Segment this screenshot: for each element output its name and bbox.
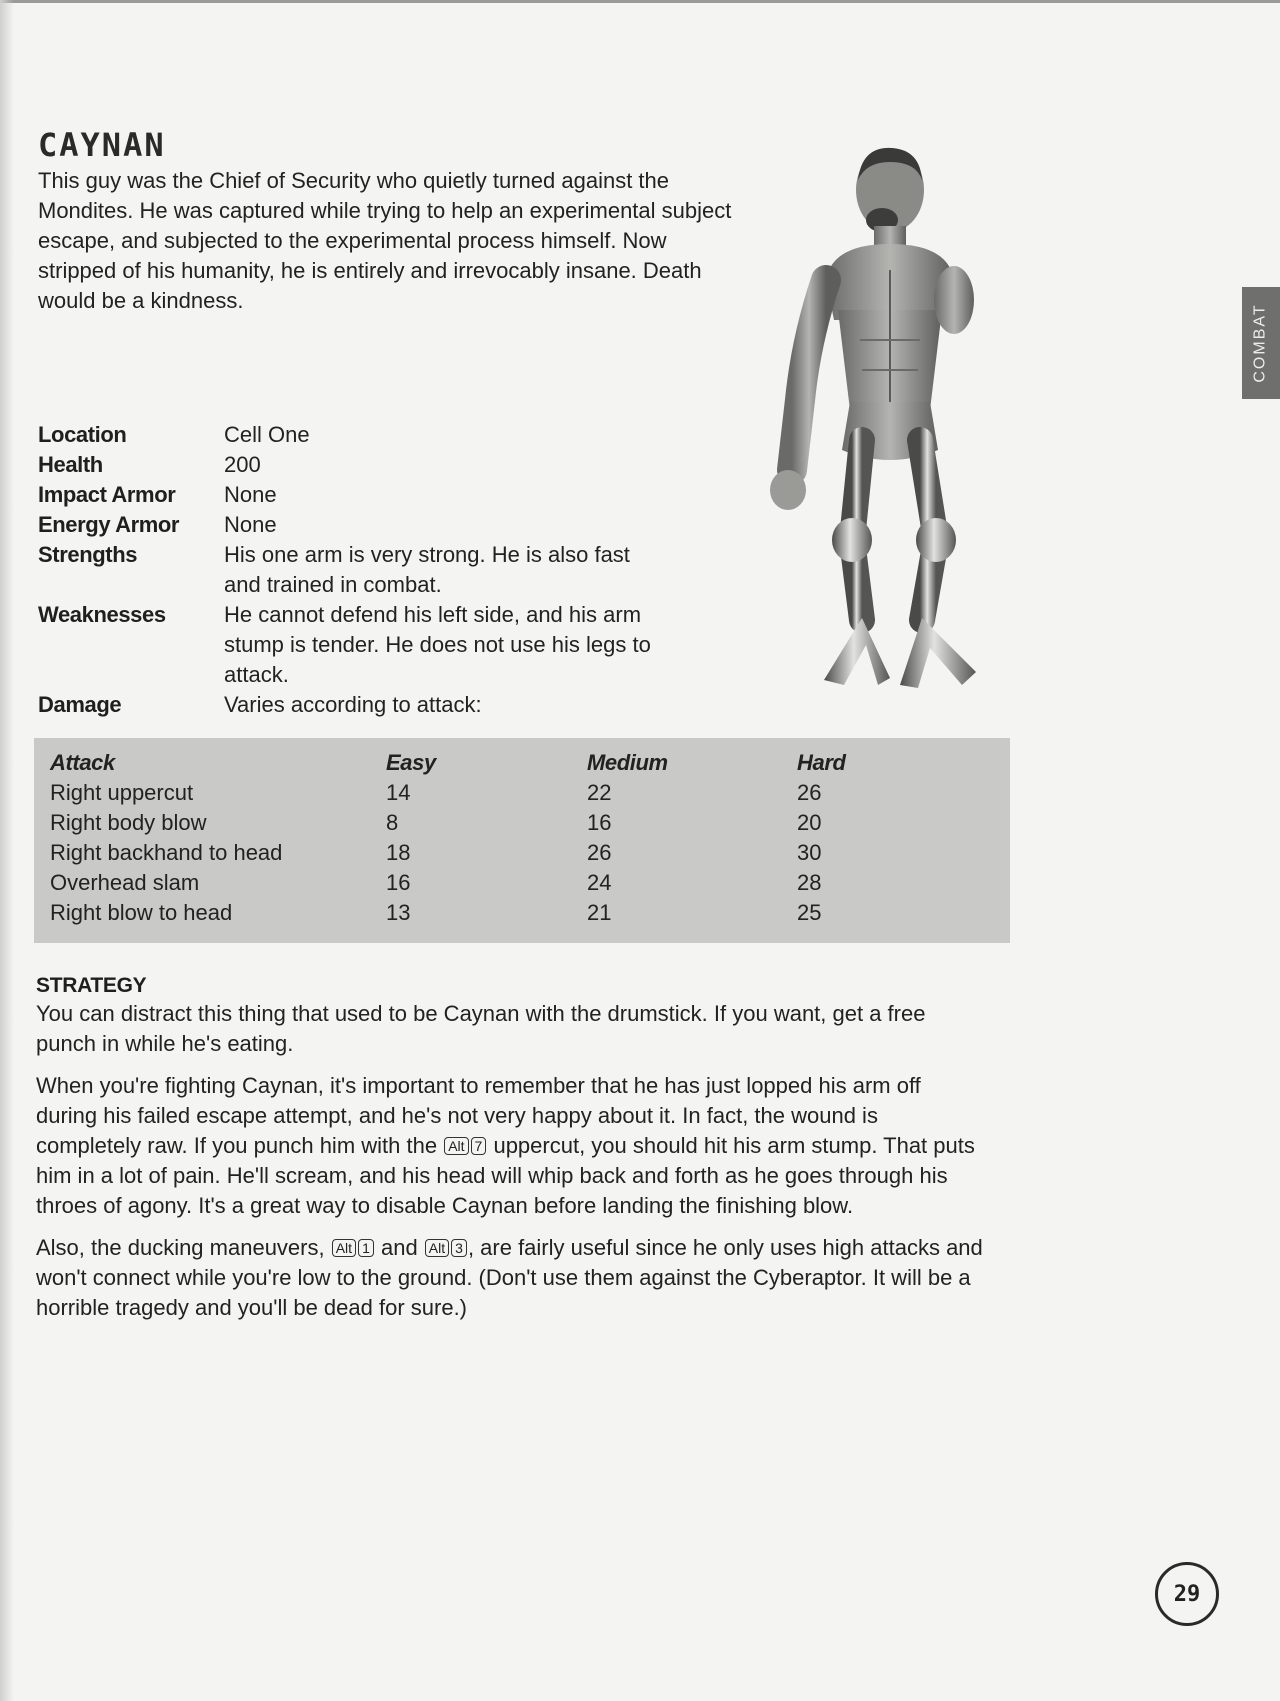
stat-label: Impact Armor bbox=[38, 482, 176, 507]
column-header: Easy bbox=[386, 750, 436, 775]
table-cell: 21 bbox=[587, 900, 612, 925]
table-cell: 28 bbox=[797, 870, 822, 895]
stat-label: Location bbox=[38, 422, 127, 447]
alt-key-icon: Alt bbox=[444, 1137, 468, 1155]
table-cell: 22 bbox=[587, 780, 612, 805]
table-cell: 18 bbox=[386, 840, 411, 865]
column-header: Attack bbox=[50, 750, 115, 775]
table-cell: Right body blow bbox=[50, 810, 207, 835]
table-cell: 16 bbox=[386, 870, 411, 895]
table-cell: Overhead slam bbox=[50, 870, 200, 895]
table-row bbox=[50, 838, 957, 868]
stat-row-impact-armor bbox=[38, 480, 678, 510]
stat-row-strengths bbox=[38, 540, 678, 600]
alt-key-icon: Alt bbox=[425, 1239, 449, 1257]
intro-paragraph: This guy was the Chief of Security who quietly turned against the Mondites. He was captured while trying to help an experimental subject escape, and subjected to the experimental process himself. Now stripped of his humanity, he is entirely and irrevocably insane. Death would be a kindness. bbox=[38, 168, 732, 313]
table-cell: Right uppercut bbox=[50, 780, 194, 805]
stats-list bbox=[38, 420, 678, 720]
table-header-row bbox=[50, 748, 957, 778]
key-7-icon: 7 bbox=[471, 1137, 487, 1155]
stat-row-health bbox=[38, 450, 678, 480]
stat-value: His one arm is very strong. He is also fast and trained in combat. bbox=[224, 542, 630, 597]
table-cell: 13 bbox=[386, 900, 411, 925]
stat-label: Weaknesses bbox=[38, 602, 166, 627]
key-3-icon: 3 bbox=[451, 1239, 467, 1257]
stat-row-location bbox=[38, 420, 678, 450]
column-header: Hard bbox=[797, 750, 846, 775]
table-cell: 26 bbox=[587, 840, 612, 865]
stat-label: Damage bbox=[38, 692, 122, 717]
table-row bbox=[50, 808, 957, 838]
stat-value: Varies according to attack: bbox=[224, 692, 482, 717]
page-gutter-shadow bbox=[0, 0, 14, 1701]
table-cell: 24 bbox=[587, 870, 612, 895]
table-cell: 26 bbox=[797, 780, 822, 805]
section-side-tab bbox=[1242, 287, 1280, 399]
attack-damage-table bbox=[50, 748, 957, 928]
key-1-icon: 1 bbox=[358, 1239, 374, 1257]
strategy-section bbox=[36, 974, 986, 1335]
strategy-paragraph-2 bbox=[36, 1071, 986, 1221]
paragraph-text: , are fairly useful since he only uses high attacks and won't connect while you're low to the ground. (Don't use them against the Cyberaptor. It will be a horrible tragedy and you'll be dead for sure.) bbox=[36, 1235, 983, 1320]
side-tab-label: COMBAT bbox=[1252, 303, 1270, 383]
table-cell: 25 bbox=[797, 900, 822, 925]
alt-key-icon: Alt bbox=[332, 1239, 356, 1257]
stat-value: None bbox=[224, 512, 277, 537]
strategy-heading: STRATEGY bbox=[36, 974, 147, 997]
paragraph-text: When you're fighting Caynan, it's important to remember that he has just lopped his arm off during his failed escape attempt, and he's not very happy about it. In fact, the wound is completely raw. If you punch him with the bbox=[36, 1073, 921, 1158]
stat-value: 200 bbox=[224, 452, 261, 477]
table-cell: 20 bbox=[797, 810, 822, 835]
stat-row-damage bbox=[38, 690, 678, 720]
page-number-badge: 29 bbox=[1155, 1562, 1219, 1626]
strategy-paragraph-1: You can distract this thing that used to be Caynan with the drumstick. If you want, get a free punch in while he's eating. bbox=[36, 1001, 926, 1056]
stat-label: Health bbox=[38, 452, 103, 477]
stat-label: Strengths bbox=[38, 542, 138, 567]
table-row bbox=[50, 778, 957, 808]
stat-value: He cannot defend his left side, and his arm stump is tender. He does not use his legs to attack. bbox=[224, 602, 651, 687]
attack-damage-table-panel bbox=[34, 738, 1010, 943]
table-cell: Right backhand to head bbox=[50, 840, 283, 865]
table-cell: 16 bbox=[587, 810, 612, 835]
page-title: CAYNAN bbox=[38, 126, 166, 164]
stat-row-weaknesses bbox=[38, 600, 678, 690]
table-row bbox=[50, 868, 957, 898]
paragraph-text: and bbox=[374, 1235, 424, 1260]
table-cell: 30 bbox=[797, 840, 822, 865]
table-cell: 8 bbox=[386, 810, 399, 835]
table-row bbox=[50, 898, 957, 928]
strategy-paragraph-3 bbox=[36, 1233, 986, 1323]
table-cell: 14 bbox=[386, 780, 411, 805]
stat-value: None bbox=[224, 482, 277, 507]
caynan-figure-illustration bbox=[770, 140, 1010, 700]
top-rule bbox=[0, 0, 1280, 3]
paragraph-text: Also, the ducking maneuvers, bbox=[36, 1235, 331, 1260]
stat-label: Energy Armor bbox=[38, 512, 180, 537]
column-header: Medium bbox=[587, 750, 668, 775]
paragraph-text: uppercut, you should hit his arm stump. That puts him in a lot of pain. He'll scream, and his head will whip back and forth as he goes through his throes of agony. It's a great way to disable Caynan before landing the finishing blow. bbox=[36, 1133, 975, 1218]
stat-value: Cell One bbox=[224, 422, 310, 447]
stat-row-energy-armor bbox=[38, 510, 678, 540]
table-cell: Right blow to head bbox=[50, 900, 233, 925]
